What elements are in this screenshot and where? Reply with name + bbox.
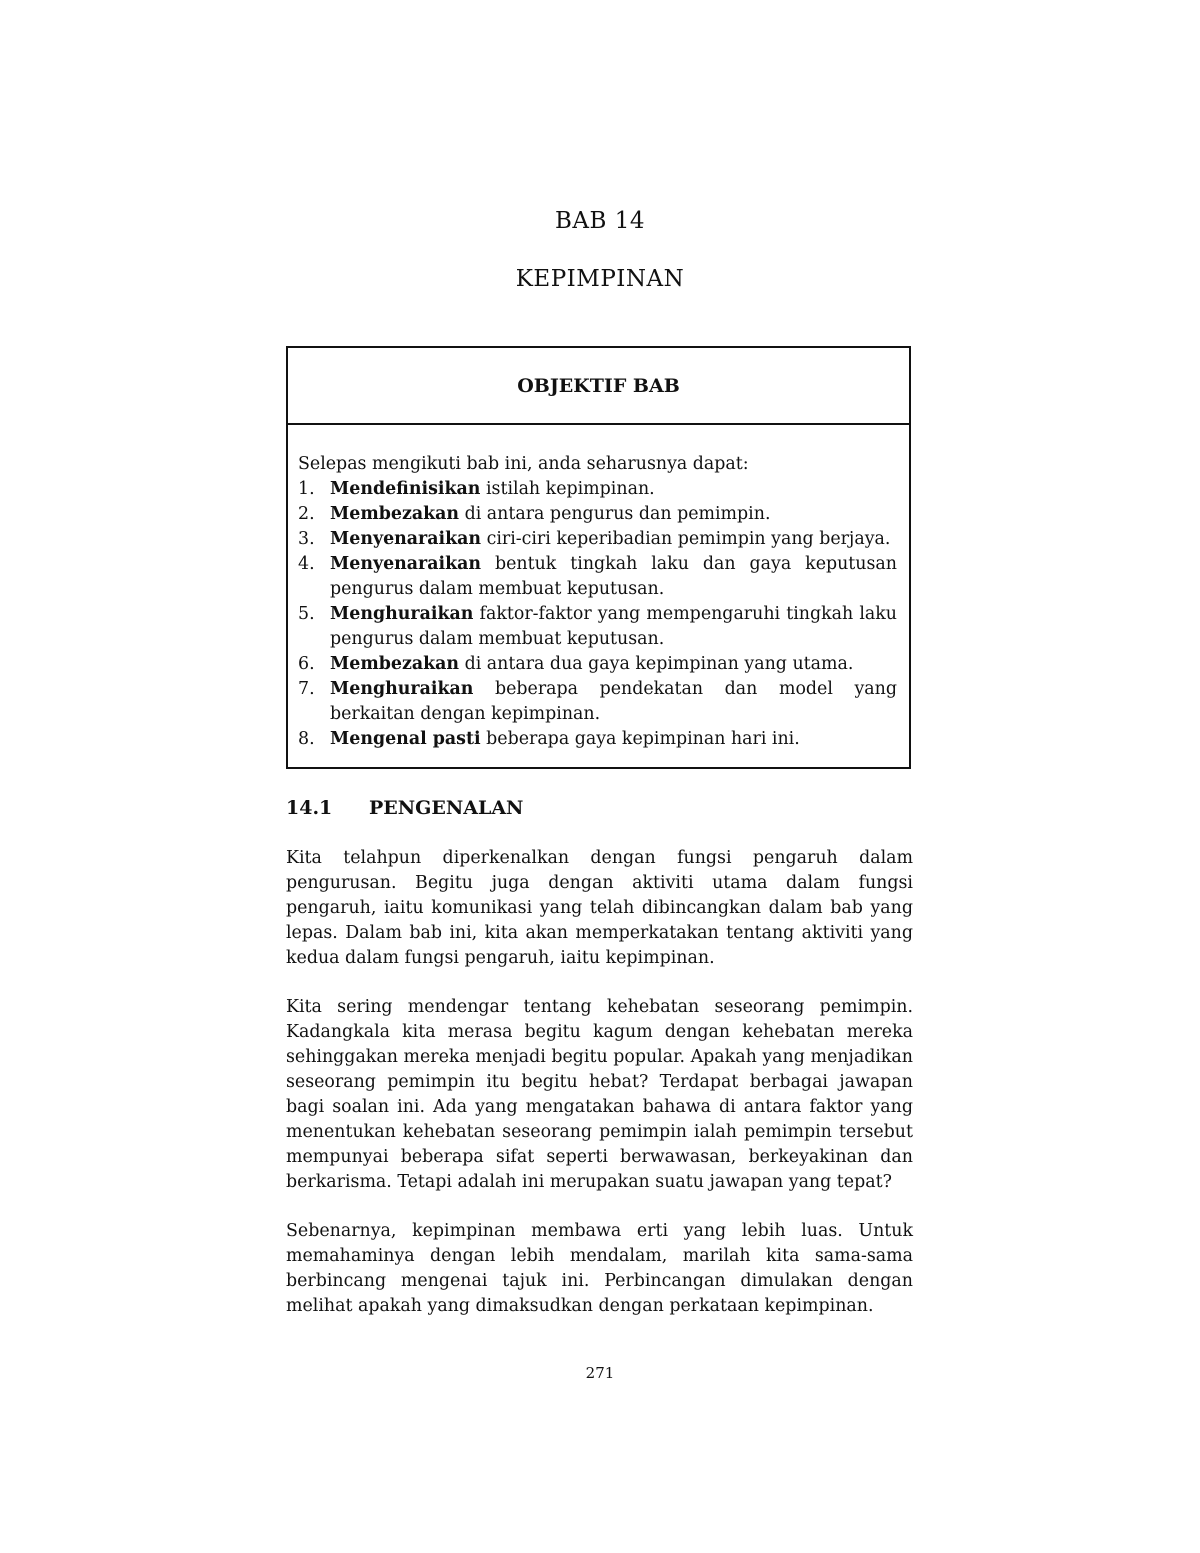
objectives-heading: OBJEKTIF BAB bbox=[288, 348, 909, 425]
objective-item bbox=[298, 652, 897, 677]
objective-text bbox=[330, 602, 897, 652]
objective-number: 6. bbox=[298, 654, 315, 674]
objective-item bbox=[298, 502, 897, 527]
objective-text bbox=[330, 677, 897, 727]
section-heading bbox=[286, 797, 523, 819]
objective-rest: bentuk tingkah laku dan gaya keputusan pengurus dalam membuat keputusan. bbox=[330, 554, 897, 599]
objective-verb: Membezakan bbox=[330, 654, 460, 674]
objective-verb: Membezakan bbox=[330, 504, 460, 524]
objective-rest: faktor-faktor yang mempengaruhi tingkah laku pengurus dalam membuat keputusan. bbox=[330, 604, 897, 649]
objective-number: 7. bbox=[298, 679, 315, 699]
objective-item bbox=[298, 552, 897, 602]
objective-rest: istilah kepimpinan. bbox=[480, 479, 655, 499]
objective-verb: Menyenaraikan bbox=[330, 554, 482, 574]
objective-verb: Menghuraikan bbox=[330, 604, 474, 624]
paragraph: Kita sering mendengar tentang kehebatan seseorang pemimpin. Kadangkala kita merasa begitu kagum dengan kehebatan mereka sehinggakan mereka menjadi begitu popular. Apakah yang menjadikan seseorang pemimpin itu begitu hebat? Terdapat berbagai jawapan bagi soalan ini. Ada yang mengatakan bahawa di antara faktor yang menentukan kehebatan seseorang pemimpin ialah pemimpin tersebut mempunyai beberapa sifat seperti berwawasan, berkeyakinan dan berkarisma. Tetapi adalah ini merupakan suatu jawapan yang tepat? bbox=[286, 997, 913, 1192]
objectives-list bbox=[298, 477, 897, 752]
objective-text bbox=[330, 527, 897, 552]
objective-rest: beberapa gaya kepimpinan hari ini. bbox=[480, 729, 800, 749]
objective-verb: Mendefinisikan bbox=[330, 479, 481, 499]
objective-number: 3. bbox=[298, 529, 315, 549]
page-number: 271 bbox=[585, 1364, 615, 1382]
objective-text bbox=[330, 552, 897, 602]
objective-text bbox=[330, 727, 897, 752]
objective-item bbox=[298, 477, 897, 502]
chapter-title: KEPIMPINAN bbox=[515, 266, 685, 292]
chapter-number: BAB 14 bbox=[555, 208, 645, 234]
objective-number: 5. bbox=[298, 604, 315, 624]
objective-item bbox=[298, 602, 897, 652]
objective-number: 2. bbox=[298, 504, 315, 524]
objective-item bbox=[298, 727, 897, 752]
section-title: PENGENALAN bbox=[369, 797, 524, 819]
objective-text bbox=[330, 477, 897, 502]
objective-number: 8. bbox=[298, 729, 315, 749]
paragraph: Kita telahpun diperkenalkan dengan fungsi pengaruh dalam pengurusan. Begitu juga dengan aktiviti utama dalam fungsi pengaruh, iaitu komunikasi yang telah dibincangkan dalam bab yang lepas. Dalam bab ini, kita akan memperkatakan tentang aktiviti yang kedua dalam fungsi pengaruh, iaitu kepimpinan. bbox=[286, 848, 913, 968]
section-number: 14.1 bbox=[286, 797, 333, 819]
objective-text bbox=[330, 502, 897, 527]
objective-rest: di antara pengurus dan pemimpin. bbox=[459, 504, 771, 524]
objective-rest: ciri-ciri keperibadian pemimpin yang berjaya. bbox=[481, 529, 891, 549]
objective-number: 1. bbox=[298, 479, 315, 499]
objective-rest: beberapa pendekatan dan model yang berkaitan dengan kepimpinan. bbox=[330, 679, 897, 724]
objectives-body bbox=[288, 425, 909, 752]
objectives-intro: Selepas mengikuti bab ini, anda seharusnya dapat: bbox=[298, 454, 749, 474]
objective-number: 4. bbox=[298, 554, 315, 574]
objective-verb: Mengenal pasti bbox=[330, 729, 481, 749]
objective-item bbox=[298, 677, 897, 727]
objective-rest: di antara dua gaya kepimpinan yang utama. bbox=[459, 654, 854, 674]
objective-verb: Menghuraikan bbox=[330, 679, 474, 699]
objective-item bbox=[298, 527, 897, 552]
paragraph: Sebenarnya, kepimpinan membawa erti yang lebih luas. Untuk memahaminya dengan lebih mendalam, marilah kita sama-sama berbincang mengenai tajuk ini. Perbincangan dimulakan dengan melihat apakah yang dimaksudkan dengan perkataan kepimpinan. bbox=[286, 1221, 913, 1316]
objectives-box bbox=[286, 346, 911, 769]
objective-text bbox=[330, 652, 897, 677]
objective-verb: Menyenaraikan bbox=[330, 529, 482, 549]
section-content bbox=[286, 846, 913, 1343]
